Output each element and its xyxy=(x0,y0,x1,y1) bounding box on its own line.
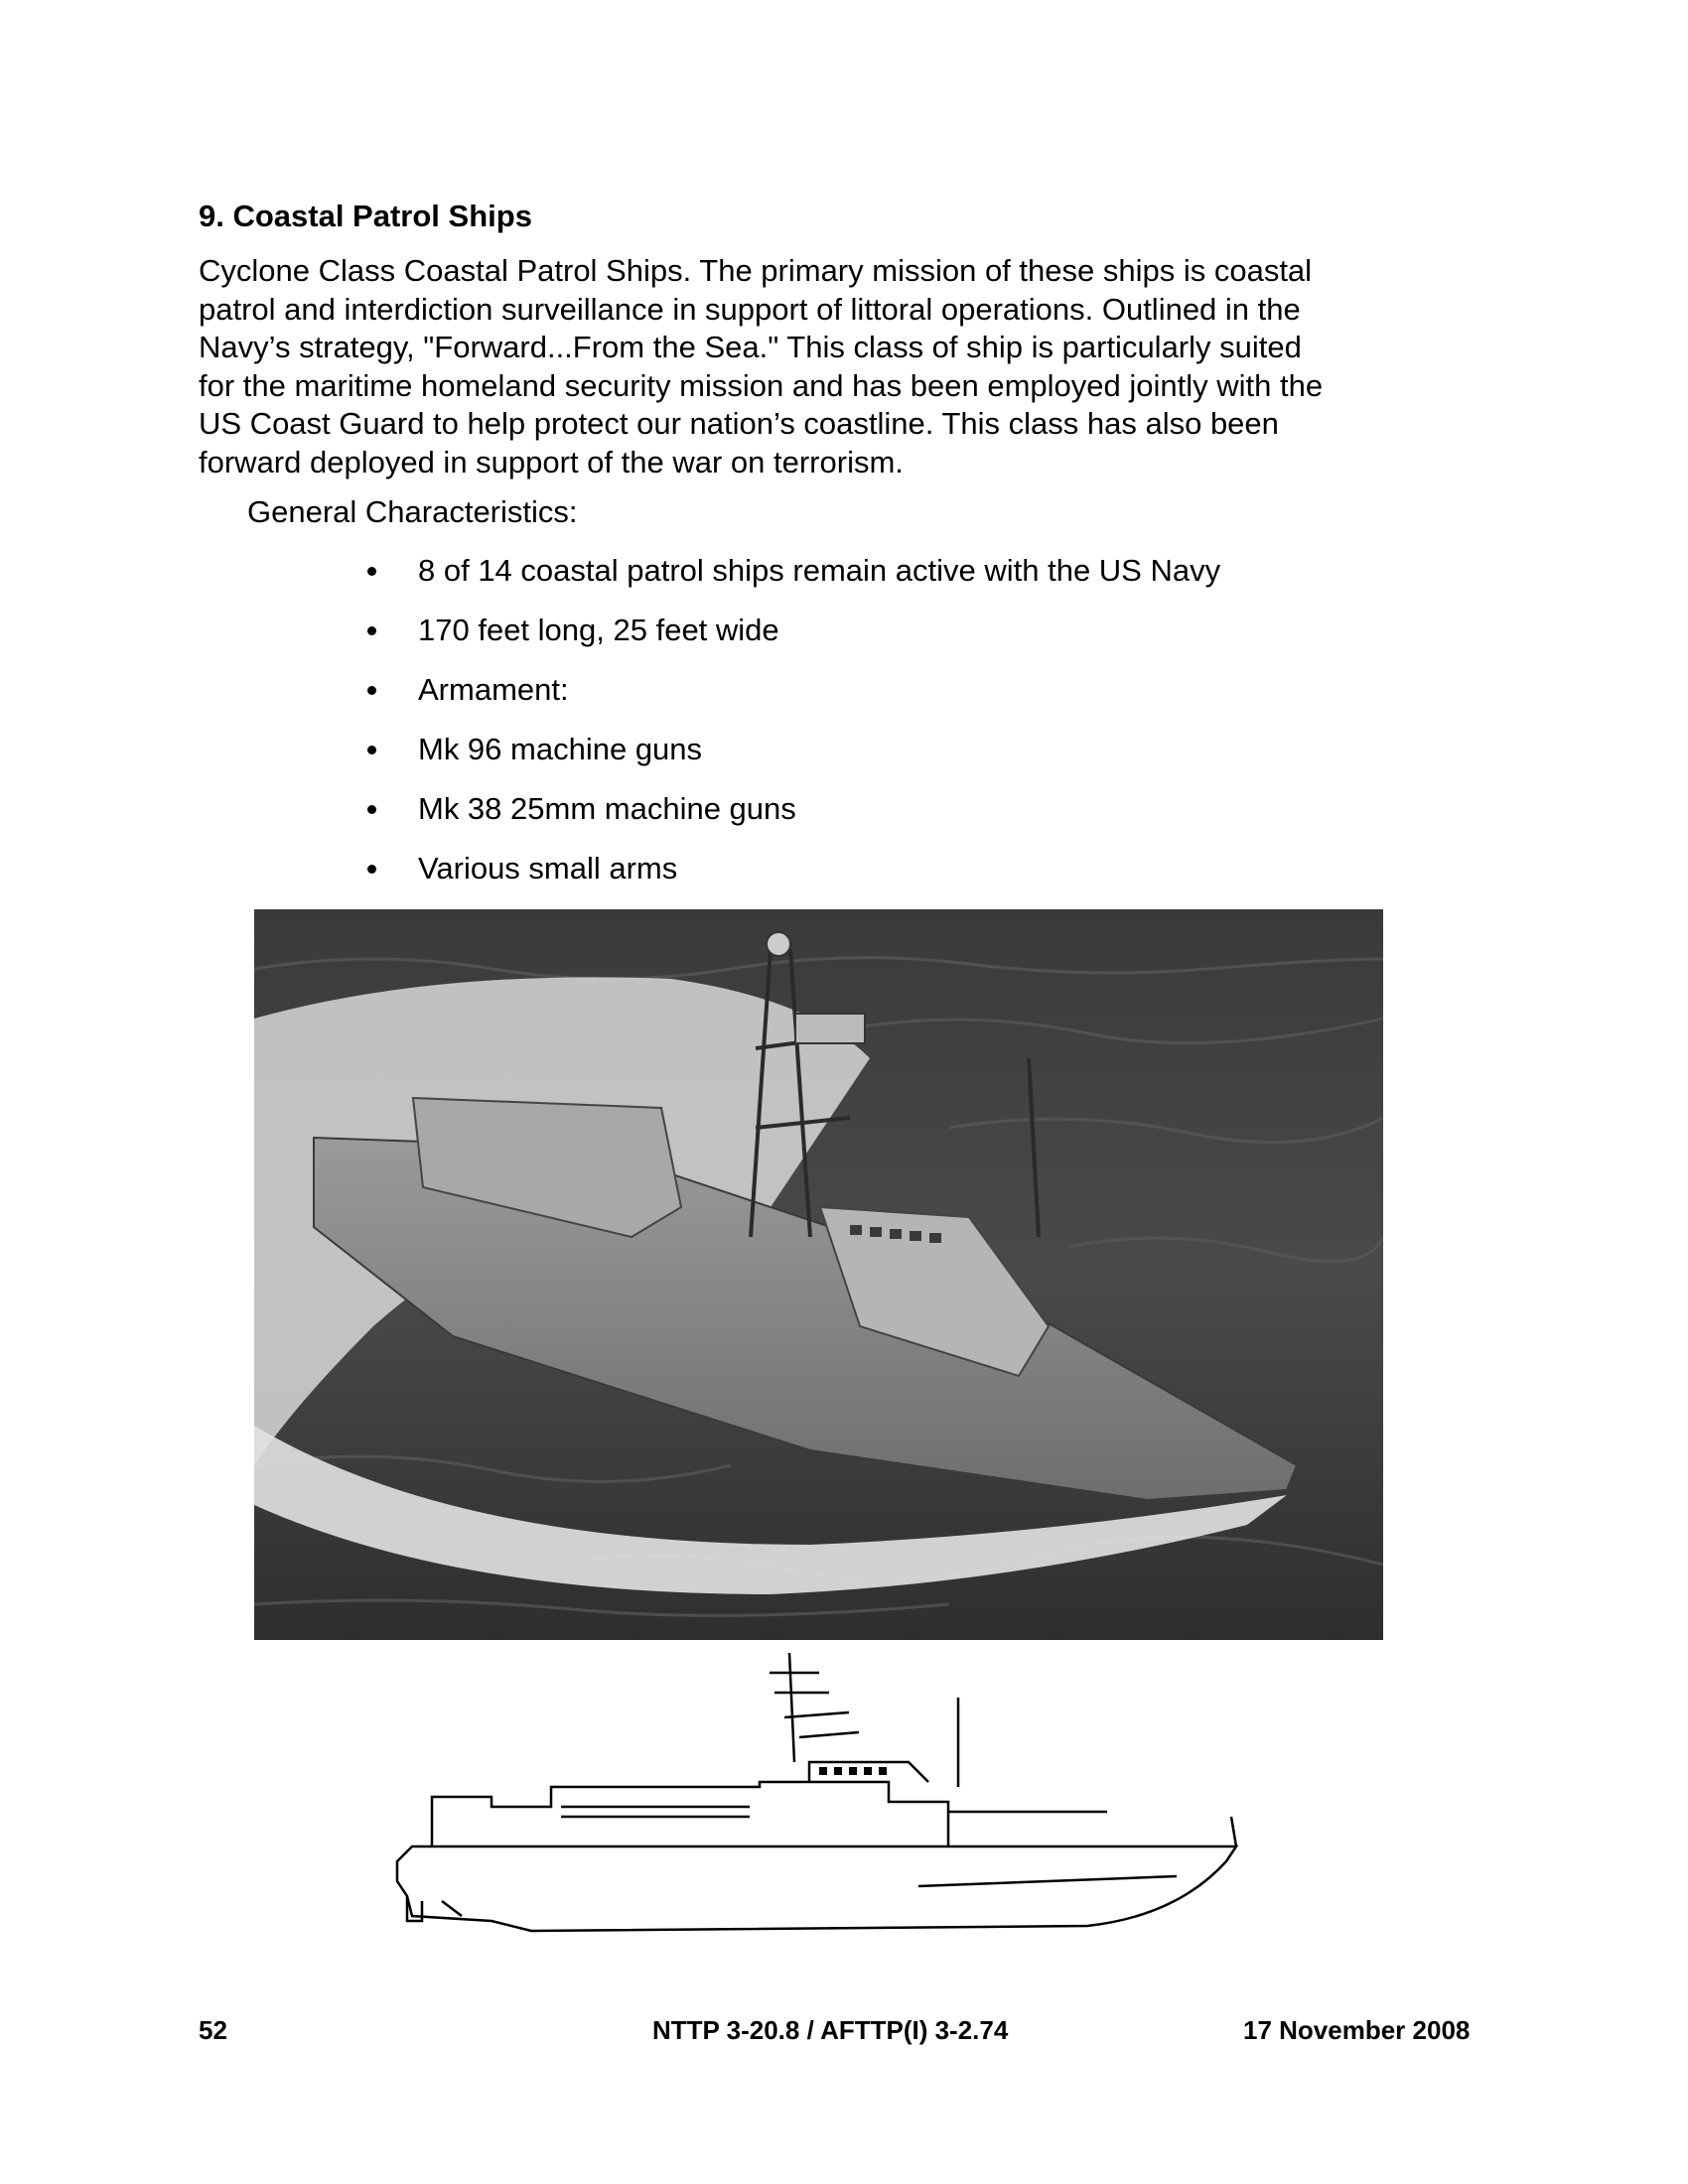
mast-outline xyxy=(770,1653,958,1787)
list-item xyxy=(367,839,1220,898)
list-item xyxy=(367,720,1220,779)
waterline xyxy=(918,1876,1177,1886)
ship-profile-drawing xyxy=(392,1648,1261,1946)
hull-outline xyxy=(397,1846,1236,1931)
profile-windows xyxy=(819,1767,887,1775)
paragraph-line: for the maritime homeland security mission and has been employed jointly with the xyxy=(199,367,1324,403)
list-item-text: Armament: xyxy=(418,672,569,707)
description-paragraph xyxy=(199,252,1489,481)
list-item-text: Mk 96 machine guns xyxy=(418,732,703,766)
section-heading: 9. Coastal Patrol Ships xyxy=(199,199,532,233)
list-item xyxy=(367,779,1220,839)
radar-platform xyxy=(795,1014,865,1043)
paragraph-line: US Coast Guard to help protect our nation’s coastline. This class has also been xyxy=(199,406,1279,441)
bullet-icon xyxy=(367,626,376,635)
paragraph-line: Cyclone Class Coastal Patrol Ships. The primary mission of these ships is coastal xyxy=(199,253,1313,288)
paragraph-line: Navy’s strategy, "Forward...From the Sea." This class of ship is particularly suited xyxy=(199,330,1302,364)
bow-staff xyxy=(1231,1817,1236,1846)
characteristics-list xyxy=(367,541,1220,898)
list-item xyxy=(367,660,1220,720)
deck-railing xyxy=(561,1807,1107,1817)
ship-photo xyxy=(254,909,1383,1640)
list-item xyxy=(367,601,1220,660)
list-item-text: Mk 38 25mm machine guns xyxy=(418,791,796,826)
bullet-icon xyxy=(367,567,376,576)
publication-date: 17 November 2008 xyxy=(1243,2015,1471,2045)
characteristics-subheading: General Characteristics: xyxy=(247,494,578,529)
publication-id: NTTP 3-20.8 / AFTTP(I) 3-2.74 xyxy=(652,2015,1009,2045)
list-item-text: 170 feet long, 25 feet wide xyxy=(418,613,779,647)
page-number: 52 xyxy=(199,2015,227,2045)
list-item-text: 8 of 14 coastal patrol ships remain active with the US Navy xyxy=(418,553,1221,588)
list-item-text: Various small arms xyxy=(418,851,678,886)
deckhouse xyxy=(432,1782,948,1846)
list-item xyxy=(367,541,1220,601)
radar-dome xyxy=(767,932,790,956)
bullet-icon xyxy=(367,746,376,754)
bullet-icon xyxy=(367,805,376,814)
paragraph-line: patrol and interdiction surveillance in support of littoral operations. Outlined in the xyxy=(199,291,1301,327)
bullet-icon xyxy=(367,686,376,695)
paragraph-line: forward deployed in support of the war on terrorism. xyxy=(199,444,904,479)
bullet-icon xyxy=(367,865,376,874)
